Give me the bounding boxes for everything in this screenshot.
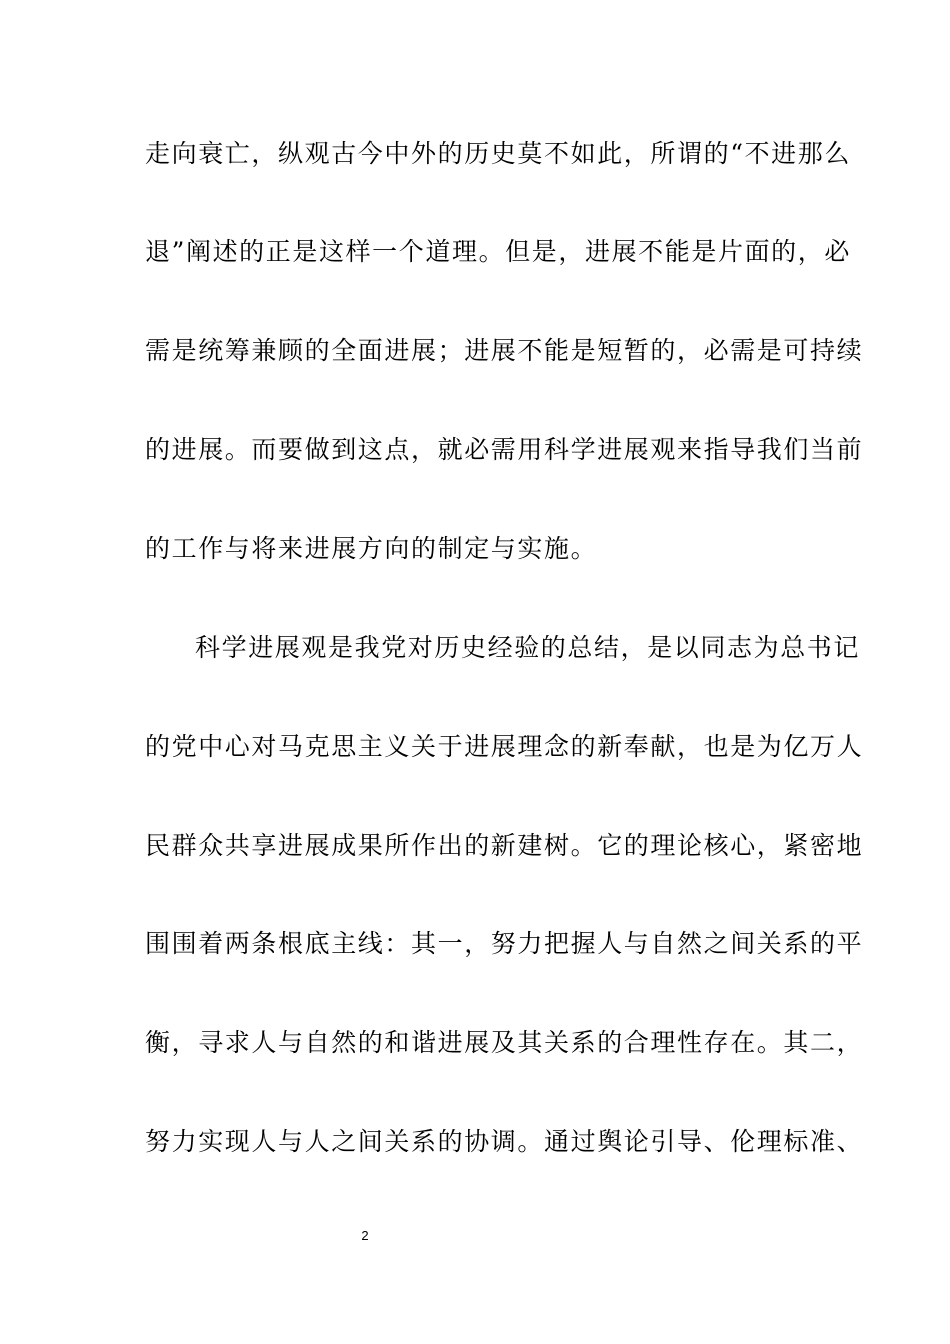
text-line-10: 衡，寻求人与自然的和谐进展及其关系的合理性存在。其二， <box>145 1028 864 1057</box>
page-number: 2 <box>361 1228 369 1243</box>
text-line-11: 努力实现人与人之间关系的协调。通过舆论引导、伦理标准、 <box>145 1127 864 1156</box>
paragraph-start-line: 科学进展观是我党对历史经验的总结，是以同志为总书记 <box>195 633 861 662</box>
text-line-9: 围围着两条根底主线：其一，努力把握人与自然之间关系的平 <box>145 929 864 958</box>
text-line-1: 走向衰亡，纵观古今中外的历史莫不如此，所谓的“不进那么 <box>145 139 851 168</box>
text-line-3: 需是统筹兼顾的全面进展；进展不能是短暂的，必需是可持续 <box>145 336 864 365</box>
text-line-8: 民群众共享进展成果所作出的新建树。它的理论核心，紧密地 <box>145 831 864 860</box>
text-line-5: 的工作与将来进展方向的制定与实施。 <box>145 534 598 563</box>
text-line-7: 的党中心对马克思主义关于进展理念的新奉献，也是为亿万人 <box>145 732 864 761</box>
text-line-4: 的进展。而要做到这点，就必需用科学进展观来指导我们当前 <box>145 435 864 464</box>
text-line-2: 退”阐述的正是这样一个道理。但是，进展不能是片面的，必 <box>145 237 851 266</box>
